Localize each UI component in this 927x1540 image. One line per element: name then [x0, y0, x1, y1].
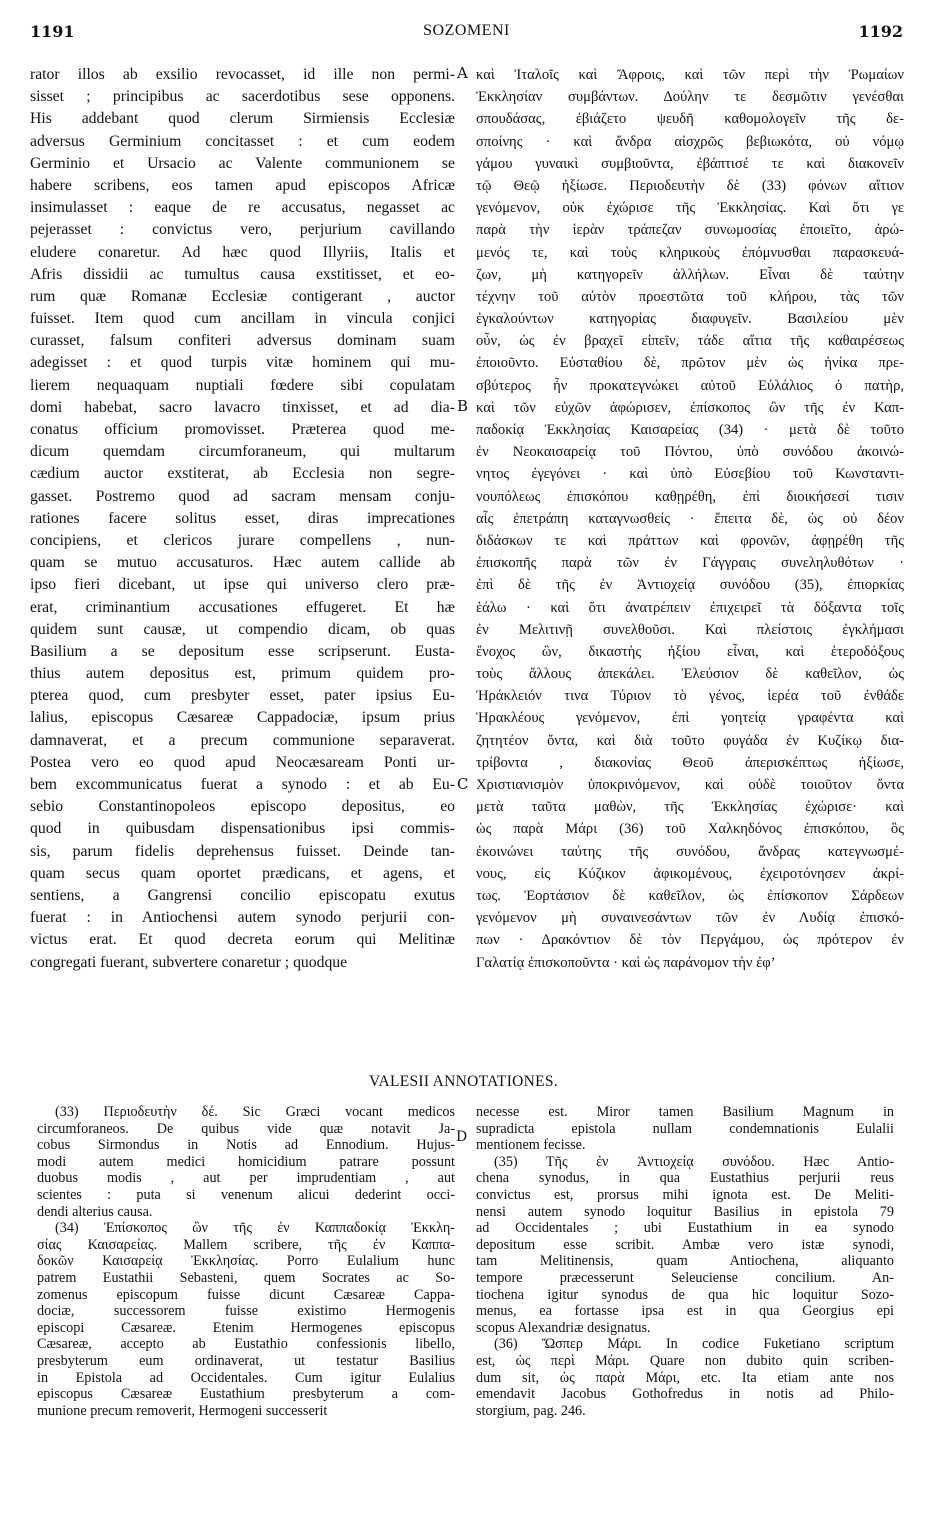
text-line: παδοκίᾳ Ἐκκλησίας Καισαρείας (34) · μετὰ δὲ τοῦτο	[476, 422, 904, 438]
text-line: cædium auctor exstiterat, ab Ecclesia non segre-	[30, 465, 455, 483]
text-line: convictus est, prorsus mihi ignota est. De Meliti-	[476, 1186, 894, 1203]
text-line: mentionem fecisse.	[476, 1137, 586, 1154]
text-line: chena synodus, in qua Eustathius perjurii reus	[476, 1170, 894, 1187]
text-line: (36) Ὥσπερ Μάρι. In codice Fuketiano scriptum	[494, 1336, 894, 1353]
text-line: thius autem depositus est, primum quidem pro-	[30, 665, 455, 683]
right-page-number: 1192	[858, 22, 903, 41]
text-line: σπουδάσας, ἐβιάζετο ψευδῆ καθομολογεῖν τῆς δε-	[476, 111, 904, 128]
text-line: cobus Sirmondus in Notis ad Ennodium. Hujus-	[37, 1137, 455, 1154]
text-line: modi autem medici homicidium patrare possunt	[37, 1153, 455, 1170]
text-line: ἑάλω · καὶ ὅτι ἀνατρέπειν ἐπιχειρεῖ τὰ δόξαντα τοῖς	[476, 599, 904, 616]
text-line: quidem sunt causæ, ut compendio dicam, ob quas	[30, 620, 455, 638]
text-line: rator illos ab exsilio revocasset, id ille non permi-	[30, 66, 455, 83]
text-line: Postea vero eo quod apud Neocæsaream Ponti ur-	[30, 753, 455, 771]
text-line: tam Melitinensis, quam Antiochena, aliquanto	[476, 1253, 894, 1270]
text-line: zomenus episcopum fuisse dicunt Cæsareæ Cappa-	[37, 1286, 455, 1303]
text-line: quam secus quam oportet prædicans, et agens, et	[30, 864, 455, 882]
text-line: presbyterum eum ordinaverat, ut testatur Basilius	[37, 1352, 455, 1369]
text-line: adversus Germinium concitasset : et cum eodem	[30, 132, 455, 150]
text-line: rationes facere solitus esset, diras imprecationes	[30, 509, 455, 527]
text-line: νους, εἰς Κύζικον ἀφικομένους, ἐχειροτόνησεν ἀκρί-	[476, 865, 904, 882]
text-line: νητος ἐγεγόνει · καὶ ὑπὸ Εὐσεβίου τοῦ Κωνσταντι-	[476, 466, 904, 483]
page-header	[30, 22, 903, 46]
text-line: διδάσκων τε καὶ πράττων καὶ φρονῶν, ἀφῃρέθη τῆς	[476, 532, 904, 549]
text-line: μετὰ ταῦτα μαθὼν, τῆς Ἐκκλησίας ἐχώρισε· καὶ	[476, 799, 904, 816]
margin-letter-b: B	[457, 397, 469, 415]
text-line: gasset. Postremo quod ad sacram mensam conju-	[30, 487, 455, 505]
text-line: μενός τε, καὶ τοὺς κληρικοὺς ἐπόμνυσθαι παρασκευά-	[476, 244, 904, 261]
text-line: tiochena igitur synodus de qua hic loquitur Sozo-	[476, 1286, 894, 1303]
text-line: Χριστιανισμὸν ὑποκρινόμενον, καὶ οὐδὲ τοιοῦτον ὄντα	[476, 777, 904, 793]
text-line: Cæsareæ, accepto ab Eustathio confessionis libello,	[37, 1336, 455, 1353]
text-line: αἷς ἐπετράπη καταγνωσθείς · ἔπειτα δὲ, ὡς οὐ δέον	[476, 510, 904, 527]
text-line: καὶ Ἰταλοῖς καὶ Ἄφροις, καὶ τῶν περὶ τὴν Ῥωμαίων	[476, 67, 904, 83]
text-line: (34) Ἐπίσκοπος ὢν τῆς ἐν Καππαδοκίᾳ Ἐκκλη-	[55, 1220, 455, 1237]
text-line: ἐκοινώνει ταύτης τῆς συνόδου, ἄνδρας κατεγνωσμέ-	[476, 843, 904, 860]
text-line: victus erat. Et quod decreta eorum qui Melitinæ	[30, 931, 455, 949]
text-line: circumforaneos. De quibus vide quæ notavit Ja-	[37, 1120, 455, 1137]
text-line: quod in quibusdam dispensationibus ipsi commis-	[30, 820, 455, 838]
annotations-left-column	[37, 1104, 455, 1419]
text-line: est, ὡς περὶ Μάρι. Quare non dubito quin scriben-	[476, 1352, 894, 1369]
text-line: Germinio et Ursacio ac Valente communionem se	[30, 154, 455, 172]
text-line: patrem Eustathii Sebasteni, quem Socrates ac So-	[37, 1269, 455, 1286]
annotations-title: VALESII ANNOTATIONES.	[368, 1073, 559, 1090]
text-line: menus, ea fortasse ipsa est in qua Georgius epi	[476, 1303, 894, 1320]
text-line: παρὰ τὴν ἱερὰν τράπεζαν συνωμοσίας ἐποιεῖτο, ἀρώ-	[476, 222, 904, 239]
text-line: γενόμενον μὴ συναινεσάντων τῶν ἐν Λυδίᾳ ἐπισκό-	[476, 910, 904, 927]
text-line: πων · Δρακόντιον δὲ τὸν Περγάμου, ὡς πρότερον ἐν	[476, 932, 904, 949]
text-line: congregati fuerant, subvertere conaretur ; quodque	[30, 953, 348, 971]
left-page-number: 1191	[30, 22, 75, 41]
text-line: Ἐκκλησίαν συμβάντων. Δούλην τε δεσμῶτιν γενέσθαι	[476, 89, 904, 106]
text-line: erat, criminantium accusationes effugeret. Et hæ	[30, 598, 455, 616]
running-title: SOZOMENI	[423, 22, 510, 39]
text-line: tempore præcesserunt Seleuciense concilium. An-	[476, 1269, 894, 1286]
text-line: pejerasset : convictus vero, perjurium cavillando	[30, 221, 455, 239]
text-line: lierem nequaquam nuptiali fœdere sibi copulatam	[30, 376, 455, 394]
text-line: sentiens, a Gangrensi concilio episcopatu exutus	[30, 886, 455, 904]
text-line: ζητητέον ὄντα, καὶ διὰ τοῦτο φυγάδα ἐν Κυζίκῳ δια-	[476, 732, 904, 749]
margin-letter-c: C	[457, 775, 469, 793]
text-line: τως. Ἑορτάσιον δὲ καθεῖλον, ὡς ἐπίσκοπον Σάρδεων	[476, 887, 904, 904]
text-line: concipiens, et clericos jurare compellens , nun-	[30, 531, 455, 549]
text-line: (33) Περιοδευτὴν δέ. Sic Græci vocant medicos	[55, 1104, 455, 1120]
text-line: γενόμενον, οὐκ ἐχώρισε τῆς Ἐκκλησίας. Καὶ ὅτι γε	[476, 200, 904, 217]
text-line: νουπόλεως ἐπισκόπου καθῃρέθη, ἐπὶ διοικήσεσί τισιν	[476, 488, 904, 505]
text-line: munione precum removerit, Hermogeni successerit	[37, 1402, 328, 1419]
text-line: scopus Alexandriæ designatus.	[476, 1319, 651, 1336]
text-line: τῷ Θεῷ ἠξίωσε. Περιοδευτὴν δὲ (33) φόνων αἴτιον	[476, 177, 904, 194]
text-line: dum sit, ὡς παρὰ Μάρι, etc. Ita etiam ante nos	[476, 1369, 894, 1386]
text-line: in Epistola ad Occidentales. Cum igitur Eulalius	[37, 1369, 455, 1386]
text-line: ἐπισκοπῆς παρὰ τῶν ἐν Γάγγραις συνεληλυθότων ·	[476, 555, 904, 572]
text-line: ἐγκαλούντων κατηγορίας διαφυγεῖν. Βασιλείου μὲν	[476, 311, 904, 328]
text-line: fuerat : in Antiochensi autem synodo perjurii con-	[30, 909, 455, 927]
text-line: ζων, μὴ κατηγορεῖν ἀλλήλων. Εἶναι δὲ ταύτην	[476, 266, 904, 283]
text-line: dicum quemdam circumforaneum, qui multarum	[30, 443, 455, 461]
text-line: sisset ; principibus ac sacerdotibus sese opponens.	[30, 88, 455, 106]
text-line: ad Occidentales ; ubi Eustathium in ea synodo	[476, 1220, 894, 1237]
text-line: necesse est. Miror tamen Basilium Magnum in	[476, 1104, 894, 1120]
margin-letter-d: D	[456, 1129, 468, 1145]
text-line: curasset, falsum confiteri adversus dominam suam	[30, 332, 455, 350]
margin-letter-a: A	[457, 64, 468, 82]
text-line: duobus modis , aut per imprudentiam , aut	[37, 1170, 455, 1187]
text-line: γάμου γυναικὶ συμβιοῦντα, ἐβάπτισέ τε καὶ διακονεῖν	[476, 155, 904, 172]
text-line: ipso fieri dicebant, ut ipse qui universo clero præ-	[30, 576, 455, 594]
text-line: τέχνην τοῦ αὐτὸν προεστῶτα τοῦ κλήρου, τὰς τῶν	[476, 288, 904, 305]
text-line: conatus officium promovisset. Præterea quod me-	[30, 421, 455, 438]
text-line: adegisset : et quod turpis vitæ hominem qui mu-	[30, 354, 455, 372]
text-line: episcopi Cæsareæ. Etenim Hermogenes episcopus	[37, 1319, 455, 1336]
text-line: supradicta epistola nullam condemnationis Eulalii	[476, 1120, 894, 1137]
text-line: τοὺς ἄλλους ἀπεκάλει. Ἐλεύσιον δὲ καθεῖλον, ὡς	[476, 666, 904, 683]
text-line: ἐποιοῦντο. Εὐσταθίου δὲ, πρῶτον μὲν ὡς ἡνίκα πρε-	[476, 355, 904, 372]
text-line: τρίβοντα , διακονίας Θεοῦ ἀπερισκέπτως ἠξίωσε,	[476, 754, 904, 771]
text-line: Afris dissidii ac tumultus causa exstitisset, et eo-	[30, 265, 455, 283]
text-line: δοκῶν Καισαρείᾳ Ἐκκλησίας. Porro Eulalium hunc	[37, 1253, 455, 1270]
text-line: σποίνης · καὶ ἄνδρα αἰσχρῶς βεβιωκότα, οὐ νόμῳ	[476, 133, 904, 150]
text-line: Ἡρακλέους γενόμενον, ἐπὶ γοητείᾳ γραφέντα καὶ	[476, 710, 904, 727]
text-line: quam se mutuo accusaturos. Hæc autem callide ab	[30, 554, 455, 572]
text-line: sebio Constantinopoleos episcopo depositus, eo	[30, 798, 455, 816]
text-line: depositum esse scribit. Ambæ vero istæ synodi,	[476, 1236, 894, 1253]
text-line: episcopus Cæsareæ Eustathium presbyterum a com-	[37, 1386, 455, 1403]
text-line: ὡς παρὰ Μάρι (36) τοῦ Χαλκηδόνος ἐπισκόπου, ὃς	[476, 821, 904, 838]
annotations-right-column	[476, 1104, 894, 1419]
text-line: domi habebat, sacro lavacro tinxisset, et ad dia-	[30, 398, 455, 416]
text-line: ἐν Νεοκαισαρείᾳ τοῦ Πόντου, ὑπὸ συνόδου ἀκοινώ-	[476, 444, 904, 461]
text-line: pterea quod, cum presbyter esset, pater ipsius Eu-	[30, 687, 455, 705]
text-line: ἐν Μελιτινῇ συνελθοῦσι. Καὶ πλείστοις ἐγκλήμασι	[476, 621, 904, 638]
text-line: ἐπὶ δὲ τῆς ἐν Ἀντιοχείᾳ συνόδου (35), ἐπιορκίας	[476, 577, 904, 594]
text-line: dendi alterius causa.	[37, 1203, 153, 1220]
text-line: emendavit Jacobus Gothofredus in notis ad Philo-	[476, 1386, 894, 1403]
text-line: ἔνοχος ὢν, δικαστὴς ἠξίου εἶναι, καὶ ἑτεροδόξους	[476, 643, 904, 660]
text-line: scientes : puta si venenum alicui dederint occi-	[37, 1186, 455, 1203]
greek-text-column	[476, 64, 904, 974]
text-line: καὶ τῶν εὐχῶν ἀφώρισεν, ἐπίσκοπος ὢν τῆς ἐν Καπ-	[476, 399, 904, 416]
text-line: (35) Τῆς ἐν Ἀντιοχείᾳ συνόδου. Hæc Antio-	[494, 1153, 894, 1170]
latin-text-column	[30, 64, 455, 974]
text-line: eludere conaretur. Ad hæc quod Illyriis, Italis et	[30, 243, 455, 261]
text-line: habere scribens, eos tamen apud episcopos Africæ	[30, 176, 455, 194]
text-line: insimulasset : eaque de re accusatus, negasset ac	[30, 199, 455, 217]
text-line: lalius, episcopus Cæsareæ Cappadociæ, ipsum prius	[30, 709, 455, 727]
text-line: damnaverat, et a precum communione separaverat.	[30, 731, 455, 749]
text-line: σβύτερος ἦν προκατεγνώκει αὐτοῦ Εὐλάλιος ὁ πατὴρ,	[476, 377, 904, 394]
text-line: σίας Καισαρείας. Mallem scribere, τῆς ἐν Καππα-	[37, 1236, 455, 1253]
text-line: His addebant quod clerum Sirmiensis Ecclesiæ	[30, 110, 455, 128]
text-line: bem excommunicatus fuerat a synodo : et ab Eu-	[30, 776, 455, 793]
text-line: storgium, pag. 246.	[476, 1402, 586, 1419]
text-line: Γαλατίᾳ ἐπισκοποῦντα · καὶ ὡς παράνομον τὴν ἐφ’	[476, 954, 776, 971]
text-line: dociæ, successorem fuisse existimo Hermogenis	[37, 1303, 455, 1320]
text-line: nensi autem synodo loquitur Basilius in epistola 79	[476, 1203, 894, 1220]
text-line: οὖν, ὡς ἐν βραχεῖ εἰπεῖν, τάδε αἴτια τῆς καθαιρέσεως	[476, 333, 904, 350]
text-line: Basilium a se depositum esse scripserunt. Eusta-	[30, 642, 455, 660]
text-line: sis, parum fidelis deprehensus fuisset. Deinde tan-	[30, 842, 455, 860]
text-line: rum quæ Romanæ Ecclesiæ contigerant , auctor	[30, 287, 455, 305]
text-line: fuisset. Item quod cum ancillam in vincula conjici	[30, 310, 455, 328]
text-line: Ἡράκλειόν τινα Τύριον τὸ γένος, ἱερέα τοῦ ἐνθάδε	[476, 688, 904, 705]
